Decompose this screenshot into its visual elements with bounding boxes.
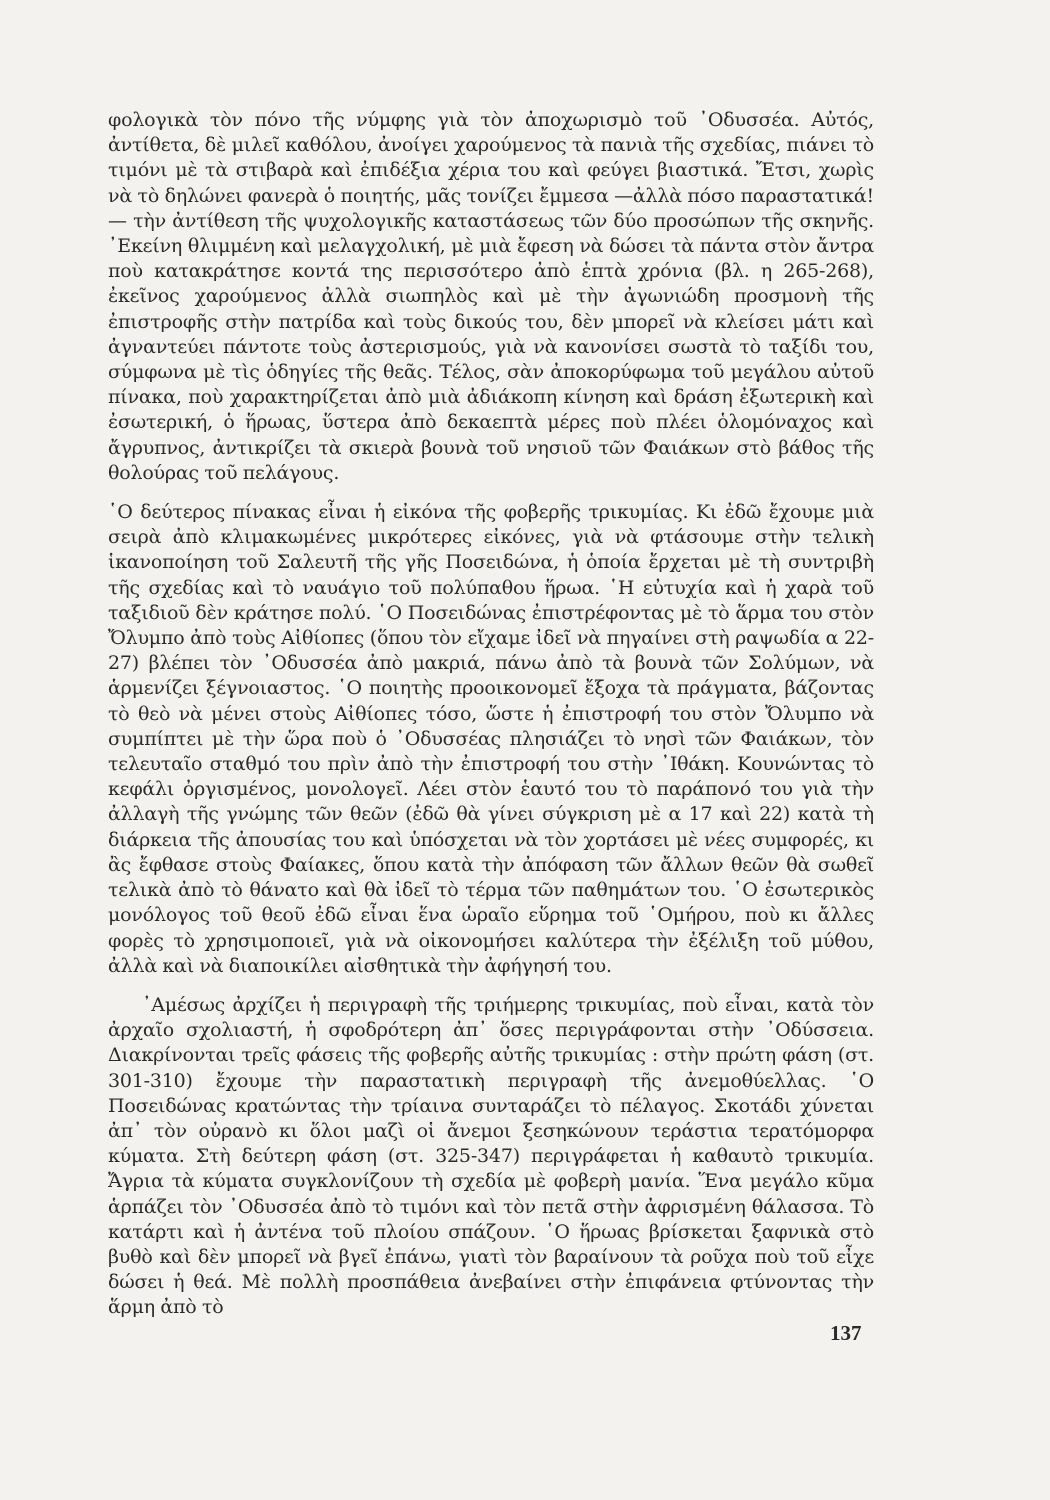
book-page <box>108 108 874 1335</box>
paragraph-2: ῾Ο δεύτερος πίνακας εἶναι ἡ εἰκόνα τῆς φοβερῆς τρικυμίας. Κι ἐδῶ ἔχουμε μιὰ σειρὰ ἀπὸ κλιμακωμένες μικρότερες εἰκόνες, γιὰ νὰ φτάσουμε στὴν τελικὴ ἱκανοποίηση τοῦ Σαλευτῆ τῆς γῆς Ποσειδώνα, ἡ ὁποία ἔρχεται μὲ τὴ συντριβὴ τῆς σχεδίας καὶ τὸ ναυάγιο τοῦ πολύπαθου ἥρωα. ῾Η εὐτυχία καὶ ἡ χαρὰ τοῦ ταξιδιοῦ δὲν κράτησε πολύ. ῾Ο Ποσειδώνας ἐπιστρέφοντας μὲ τὸ ἅρμα του στὸν Ὄλυμπο ἀπὸ τοὺς Αἰθίοπες (ὅπου τὸν εἴχαμε ἰδεῖ νὰ πηγαίνει στὴ ραψωδία α 22-27) βλέπει τὸν ᾿Οδυσσέα ἀπὸ μακριά, πάνω ἀπὸ τὰ βουνὰ τῶν Σολύμων, νὰ ἁρμενίζει ξέγνοιαστος. ῾Ο ποιητὴς προοικονομεῖ ἔξοχα τὰ πράγματα, βάζοντας τὸ θεὸ νὰ μένει στοὺς Αἰθίοπες τόσο, ὥστε ἡ ἐπιστροφή του στὸν Ὄλυμπο νὰ συμπίπτει μὲ τὴν ὥρα ποὺ ὁ ᾿Οδυσσέας πλησιάζει τὸ νησὶ τῶν Φαιάκων, τὸν τελευταῖο σταθμό του πρὶν ἀπὸ τὴν ἐπιστροφή του στὴν ᾿Ιθάκη. Κουνώντας τὸ κεφάλι ὀργισμένος, μονολογεῖ. Λέει στὸν ἑαυτό του τὸ παράπονό του γιὰ τὴν ἀλλαγὴ τῆς γνώμης τῶν θεῶν (ἐδῶ θὰ γίνει σύγκριση μὲ α 17 καὶ 22) κατὰ τὴ διάρκεια τῆς ἀπουσίας του καὶ ὑπόσχεται νὰ τὸν χορτάσει μὲ νέες συμφορές, κι ἂς ἔφθασε στοὺς Φαίακες, ὅπου κατὰ τὴν ἀπόφαση τῶν ἄλλων θεῶν θὰ σωθεῖ τελικὰ ἀπὸ τὸ θάνατο καὶ θὰ ἰδεῖ τὸ τέρμα τῶν παθημάτων του. ῾Ο ἐσωτερικὸς μονόλογος τοῦ θεοῦ ἐδῶ εἶναι ἕνα ὡραῖο εὕρημα τοῦ ῾Ομήρου, ποὺ κι ἄλλες φορὲς τὸ χρησιμοποιεῖ, γιὰ νὰ οἰκονομήσει καλύτερα τὴν ἐξέλιξη τοῦ μύθου, ἀλλὰ καὶ νὰ διαποικίλει αἰσθητικὰ τὴν ἀφήγησή του. <box>108 501 874 977</box>
page-number: 137 <box>830 1321 862 1345</box>
paragraph-3: ᾿Αμέσως ἀρχίζει ἡ περιγραφὴ τῆς τριήμερης τρικυμίας, ποὺ εἶναι, κατὰ τὸν ἀρχαῖο σχολιαστή, ἡ σφοδρότερη ἀπ᾿ ὅσες περιγράφονται στὴν ᾿Οδύσσεια. Διακρίνονται τρεῖς φάσεις τῆς φοβερῆς αὐτῆς τρικυμίας : στὴν πρώτη φάση (στ. 301-310) ἔχουμε τὴν παραστατικὴ περιγραφὴ τῆς ἀνεμοθύελλας. ῾Ο Ποσειδώνας κρατώντας τὴν τρίαινα συνταράζει τὸ πέλαγος. Σκοτάδι χύνεται ἀπ᾿ τὸν οὐρανὸ κι ὅλοι μαζὶ οἱ ἄνεμοι ξεσηκώνουν τεράστια τερατόμορφα κύματα. Στὴ δεύτερη φάση (στ. 325-347) περιγράφεται ἡ καθαυτὸ τρικυμία. Ἄγρια τὰ κύματα συγκλονίζουν τὴ σχεδία μὲ φοβερὴ μανία. Ἕνα μεγάλο κῦμα ἁρπάζει τὸν ᾿Οδυσσέα ἀπὸ τὸ τιμόνι καὶ τὸν πετᾶ στὴν ἀφρισμένη θάλασσα. Τὸ κατάρτι καὶ ἡ ἀντένα τοῦ πλοίου σπάζουν. ῾Ο ἥρωας βρίσκεται ξαφνικὰ στὸ βυθὸ καὶ δὲν μπορεῖ νὰ βγεῖ ἐπάνω, γιατὶ τὸν βαραίνουν τὰ ροῦχα ποὺ τοῦ εἶχε δώσει ἡ θεά. Μὲ πολλὴ προσπάθεια ἀνεβαίνει στὴν ἐπιφάνεια φτύνοντας τὴν ἅρμη ἀπὸ τὸ <box>108 993 874 1319</box>
paragraph-1: φολογικὰ τὸν πόνο τῆς νύμφης γιὰ τὸν ἀποχωρισμὸ τοῦ ᾿Οδυσσέα. Αὐτός, ἀντίθετα, δὲ μιλεῖ καθόλου, ἀνοίγει χαρούμενος τὰ πανιὰ τῆς σχεδίας, πιάνει τὸ τιμόνι μὲ τὰ στιβαρὰ καὶ ἐπιδέξια χέρια του καὶ φεύγει βιαστικά. Ἔτσι, χωρὶς νὰ τὸ δηλώνει φανερὰ ὁ ποιητής, μᾶς τονίζει ἔμμεσα —ἀλλὰ πόσο παραστατικά!— τὴν ἀντίθεση τῆς ψυχολογικῆς καταστάσεως τῶν δύο προσώπων τῆς σκηνῆς. ᾿Εκείνη θλιμμένη καὶ μελαγχολική, μὲ μιὰ ἔφεση νὰ δώσει τὰ πάντα στὸν ἄντρα ποὺ κατακράτησε κοντά της περισσότερο ἀπὸ ἑπτὰ χρόνια (βλ. η 265-268), ἐκεῖνος χαρούμενος ἀλλὰ σιωπηλὸς καὶ μὲ τὴν ἀγωνιώδη προσμονὴ τῆς ἐπιστροφῆς στὴν πατρίδα καὶ τοὺς δικούς του, δὲν μπορεῖ νὰ κλείσει μάτι καὶ ἀγναντεύει πάντοτε τοὺς ἀστερισμούς, γιὰ νὰ κανονίσει σωστὰ τὸ ταξίδι του, σύμφωνα μὲ τὶς ὁδηγίες τῆς θεᾶς. Τέλος, σὰν ἀποκορύφωμα τοῦ μεγάλου αὐτοῦ πίνακα, ποὺ χαρακτηρίζεται ἀπὸ μιὰ ἀδιάκοπη κίνηση καὶ δράση ἐξωτερικὴ καὶ ἐσωτερική, ὁ ἥρωας, ὕστερα ἀπὸ δεκαεπτὰ μέρες ποὺ πλέει ὁλομόναχος καὶ ἄγρυπνος, ἀντικρίζει τὰ σκιερὰ βουνὰ τοῦ νησιοῦ τῶν Φαιάκων στὸ βάθος τῆς θολούρας τοῦ πελάγους. <box>108 109 874 484</box>
